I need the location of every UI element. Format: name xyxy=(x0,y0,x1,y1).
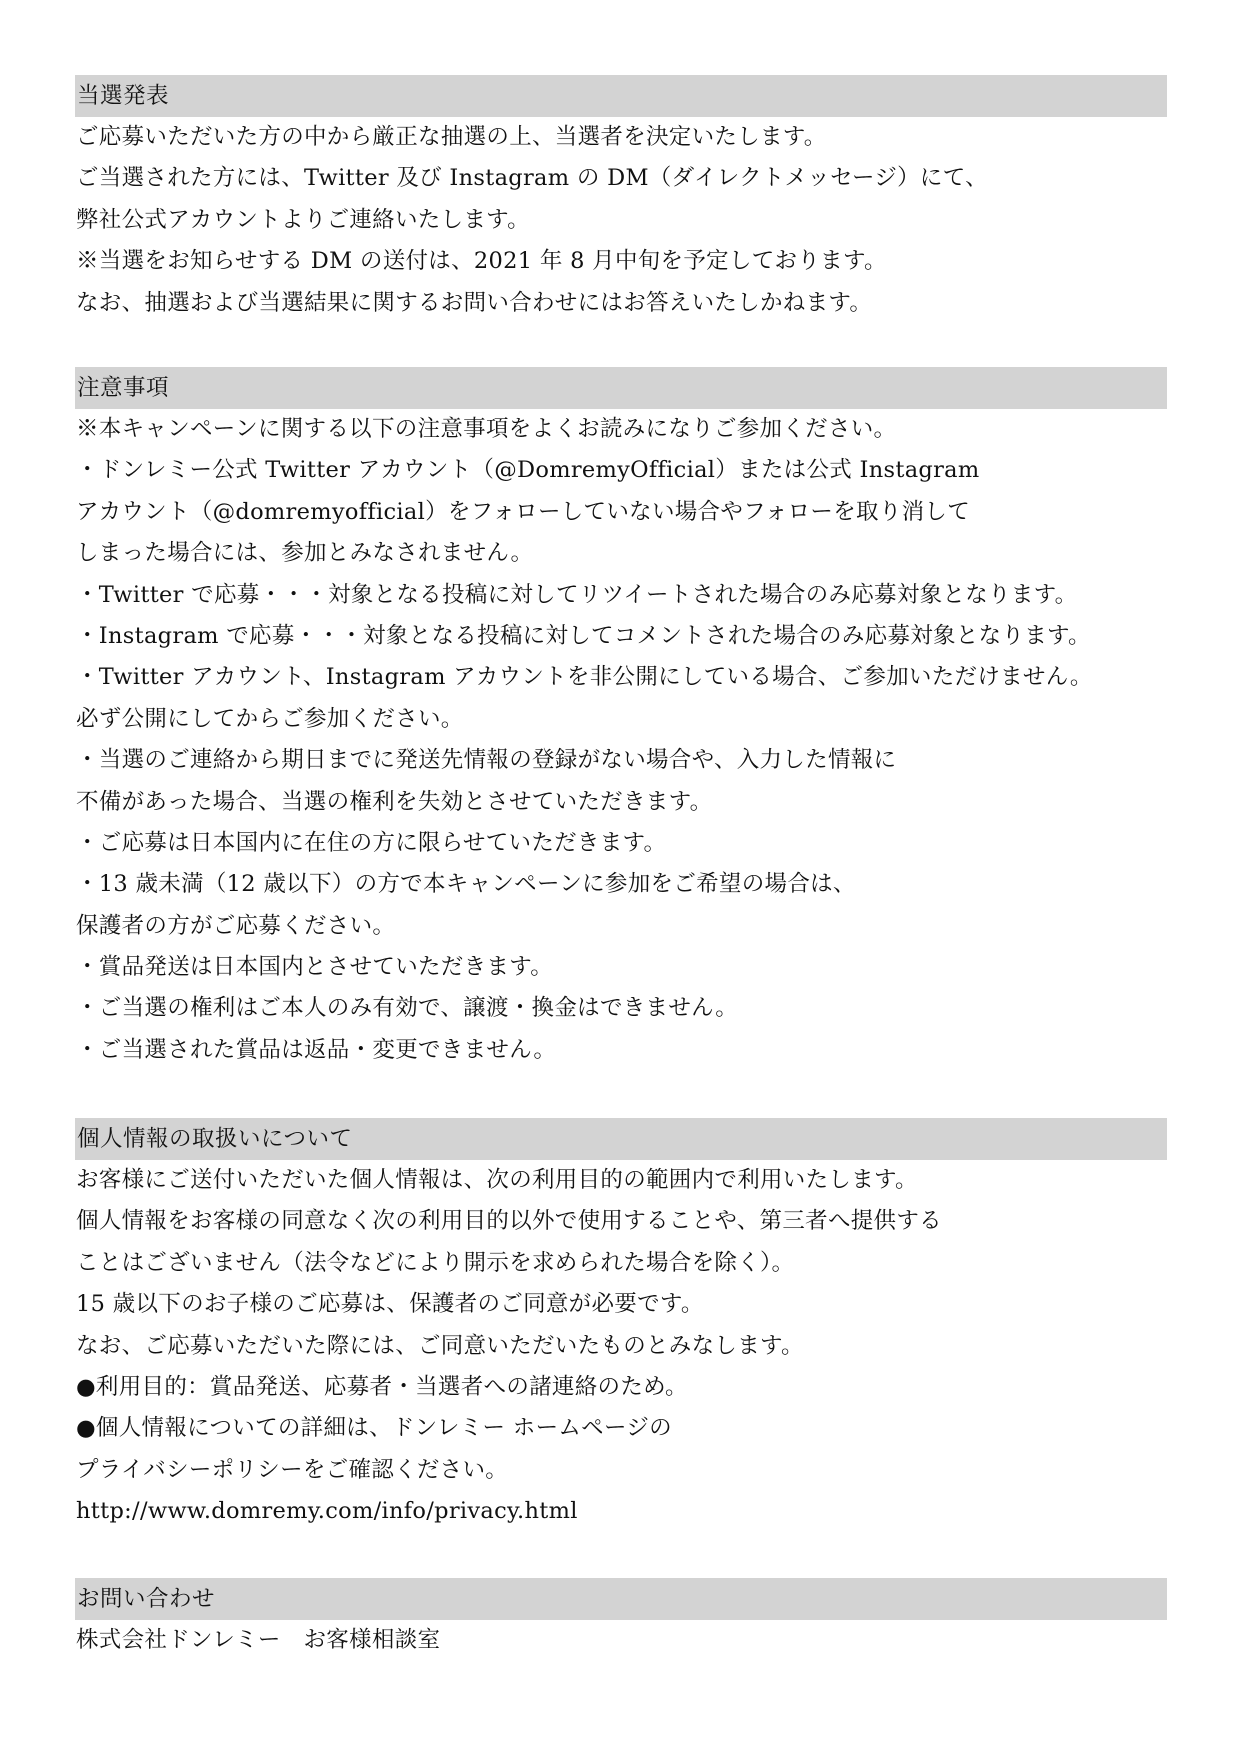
notes-line: ※本キャンペーンに関する以下の注意事項をよくお読みになりご参加ください。 xyxy=(76,416,897,442)
privacy-policy-url: http://www.domremy.com/info/privacy.html xyxy=(76,1498,578,1525)
notes-line: ・Twitter アカウント、Instagram アカウントを非公開にしている場合、ご参加いただけません。 xyxy=(76,664,1093,691)
notes-line: ・Instagram で応募・・・対象となる投稿に対してコメントされた場合のみ応募対象となります。 xyxy=(76,622,1091,649)
notes-line: 保護者の方がご応募ください。 xyxy=(76,912,396,939)
section-contact xyxy=(75,1578,1167,1661)
notes-line: アカウント（@domremyofficial）をフォローしていない場合やフォローを取り消して xyxy=(76,498,971,525)
notes-line: ・ご当選の権利はご本人のみ有効で、譲渡・換金はできません。 xyxy=(76,995,739,1022)
section-privacy xyxy=(75,1118,1167,1533)
privacy-line: プライバシーポリシーをご確認ください。 xyxy=(76,1456,509,1483)
notes-line: ・賞品発送は日本国内とさせていただきます。 xyxy=(76,954,554,981)
privacy-line: 15 歳以下のお子様のご応募は、保護者のご同意が必要です。 xyxy=(76,1291,704,1318)
section-header-privacy: 個人情報の取扱いについて xyxy=(75,1118,1167,1160)
privacy-line: お客様にご送付いただいた個人情報は、次の利用目的の範囲内で利用いたします。 xyxy=(76,1167,918,1193)
announcement-line: なお、抽選および当選結果に関するお問い合わせにはお答えいたしかねます。 xyxy=(76,289,873,316)
notes-line: しまった場合には、参加とみなされません。 xyxy=(76,540,534,567)
privacy-line: ●個人情報についての詳細は、ドンレミー ホームページの xyxy=(76,1415,672,1442)
notes-line: 必ず公開にしてからご参加ください。 xyxy=(76,705,464,732)
notes-line: ・ドンレミー公式 Twitter アカウント（@DomremyOfficial）または公式 Instagram xyxy=(76,457,980,484)
notes-line: 不備があった場合、当選の権利を失効とさせていただきます。 xyxy=(76,788,713,815)
announcement-line: ※当選をお知らせする DM の送付は、2021 年 8 月中旬を予定しております。 xyxy=(76,248,887,275)
notes-line: ・Twitter で応募・・・対象となる投稿に対してリツイートされた場合のみ応募対象となります。 xyxy=(76,581,1078,608)
notes-line: ・ご当選された賞品は返品・変更できません。 xyxy=(76,1036,557,1063)
announcement-line: ご当選された方には、Twitter 及び Instagram の DM（ダイレクトメッセージ）にて、 xyxy=(76,165,988,192)
section-announcement xyxy=(75,75,1167,324)
notes-line: ・ご応募は日本国内に在住の方に限らせていただきます。 xyxy=(76,829,667,856)
privacy-line: 個人情報をお客様の同意なく次の利用目的以外で使用することや、第三者へ提供する xyxy=(76,1208,942,1235)
notes-line: ・13 歳未満（12 歳以下）の方で本キャンペーンに参加をご希望の場合は、 xyxy=(76,871,856,898)
section-notes xyxy=(75,367,1167,1071)
privacy-line: ●利用目的：賞品発送、応募者・当選者への諸連絡のため。 xyxy=(76,1373,688,1400)
section-header-notes: 注意事項 xyxy=(75,367,1167,409)
section-header-contact: お問い合わせ xyxy=(75,1578,1167,1620)
section-header-announcement: 当選発表 xyxy=(75,75,1167,117)
announcement-line: 弊社公式アカウントよりご連絡いたします。 xyxy=(76,206,530,233)
announcement-line: ご応募いただいた方の中から厳正な抽選の上、当選者を決定いたします。 xyxy=(76,124,827,150)
contact-line: 株式会社ドンレミー お客様相談室 xyxy=(76,1627,441,1653)
privacy-line: ことはございません（法令などにより開示を求められた場合を除く）。 xyxy=(76,1249,795,1276)
privacy-line: なお、ご応募いただいた際には、ご同意いただいたものとみなします。 xyxy=(76,1332,804,1359)
notes-line: ・当選のご連絡から期日までに発送先情報の登録がない場合や、入力した情報に xyxy=(76,747,897,774)
